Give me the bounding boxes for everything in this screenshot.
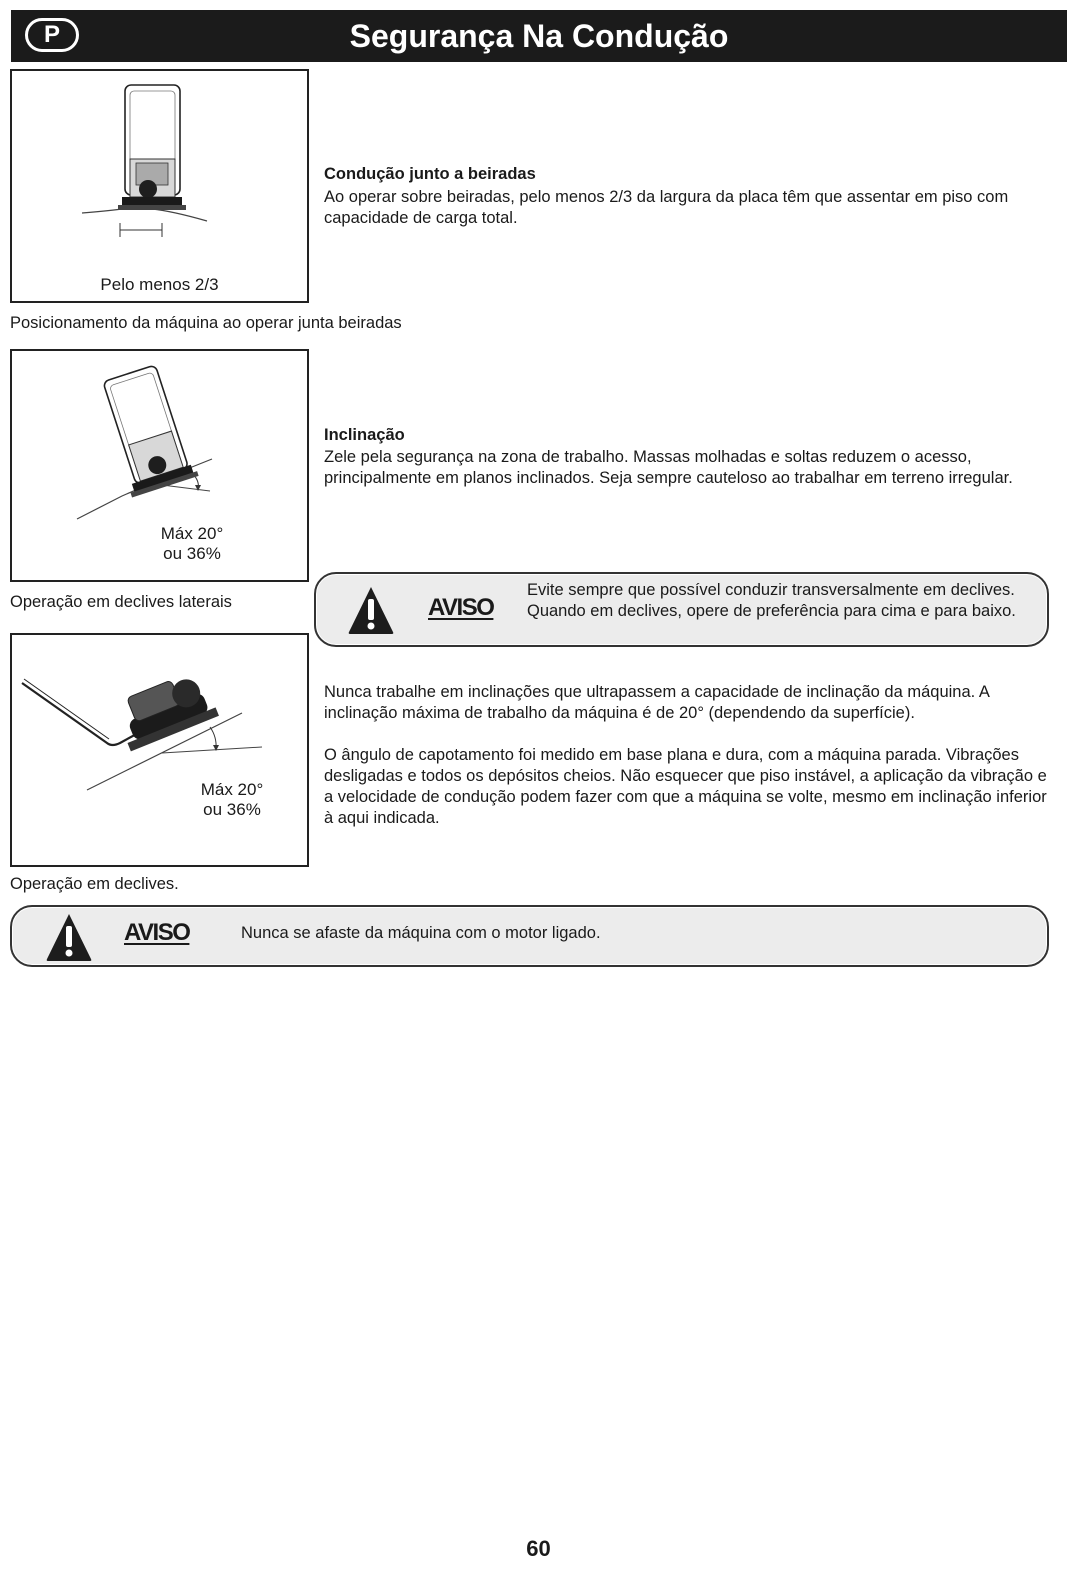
warning-text-transverse: Evite sempre que possível conduzir transversalmente em declives. Quando em declives, opere de preferência para cima e para baixo. xyxy=(527,581,1016,620)
page-title: Segurança Na Condução xyxy=(349,18,729,54)
figure-side-slope xyxy=(10,349,309,582)
warning-triangle-icon xyxy=(346,584,396,636)
figure-edge-driving xyxy=(10,69,309,303)
decline-max-angle: Máx 20° xyxy=(200,780,264,799)
warning-label: AVISO xyxy=(124,919,190,946)
edge-machine-illustration xyxy=(12,71,307,271)
slope-heading: Inclinação xyxy=(324,426,405,444)
figure-edge-caption: Posicionamento da máquina ao operar junta beiradas xyxy=(10,314,402,332)
edge-body: Ao operar sobre beiradas, pelo menos 2/3 da largura da placa têm que assentar em piso com capacidade de carga total. xyxy=(324,188,1009,227)
language-badge: P xyxy=(25,18,79,52)
figure-decline xyxy=(10,633,309,867)
header-bar xyxy=(11,10,1067,62)
side-slope-max-percent: ou 36% xyxy=(163,544,221,563)
slope-body: Zele pela segurança na zona de trabalho. Massas molhadas e soltas reduzem o acesso, principalmente em planos inclinados. Seja sempre cauteloso ao trabalhar em terreno irregular. xyxy=(324,448,1013,487)
warning-text-engine: Nunca se afaste da máquina com o motor ligado. xyxy=(241,924,601,942)
edge-heading: Condução junto a beiradas xyxy=(324,165,536,183)
warning-label: AVISO xyxy=(428,594,494,621)
decline-paragraph-1: Nunca trabalhe em inclinações que ultrapassem a capacidade de inclinação da máquina. A inclinação máxima de trabalho da máquina é de 20° (dependendo da superfície). xyxy=(324,683,990,722)
side-slope-max-angle: Máx 20° xyxy=(160,524,224,543)
page-number: 60 xyxy=(526,1536,551,1561)
figure-edge-label: Pelo menos 2/3 xyxy=(100,275,219,294)
decline-machine-illustration xyxy=(12,635,307,865)
figure-decline-caption: Operação em declives. xyxy=(10,875,179,893)
decline-max-percent: ou 36% xyxy=(203,800,261,819)
warning-triangle-icon xyxy=(44,911,94,963)
side-slope-illustration xyxy=(12,351,307,531)
warning-box-transverse xyxy=(314,572,1049,647)
figure-side-slope-caption: Operação em declives laterais xyxy=(10,593,232,611)
warning-box-engine xyxy=(10,905,1049,967)
decline-paragraph-2: O ângulo de capotamento foi medido em base plana e dura, com a máquina parada. Vibrações desligadas e todos os depósitos cheios. Não esquecer que piso instável, a aplicação da vibração e a velocidade de condução podem fazer com que a máquina se volte, mesmo em inclinação inferior à aqui indicada. xyxy=(324,746,1047,827)
